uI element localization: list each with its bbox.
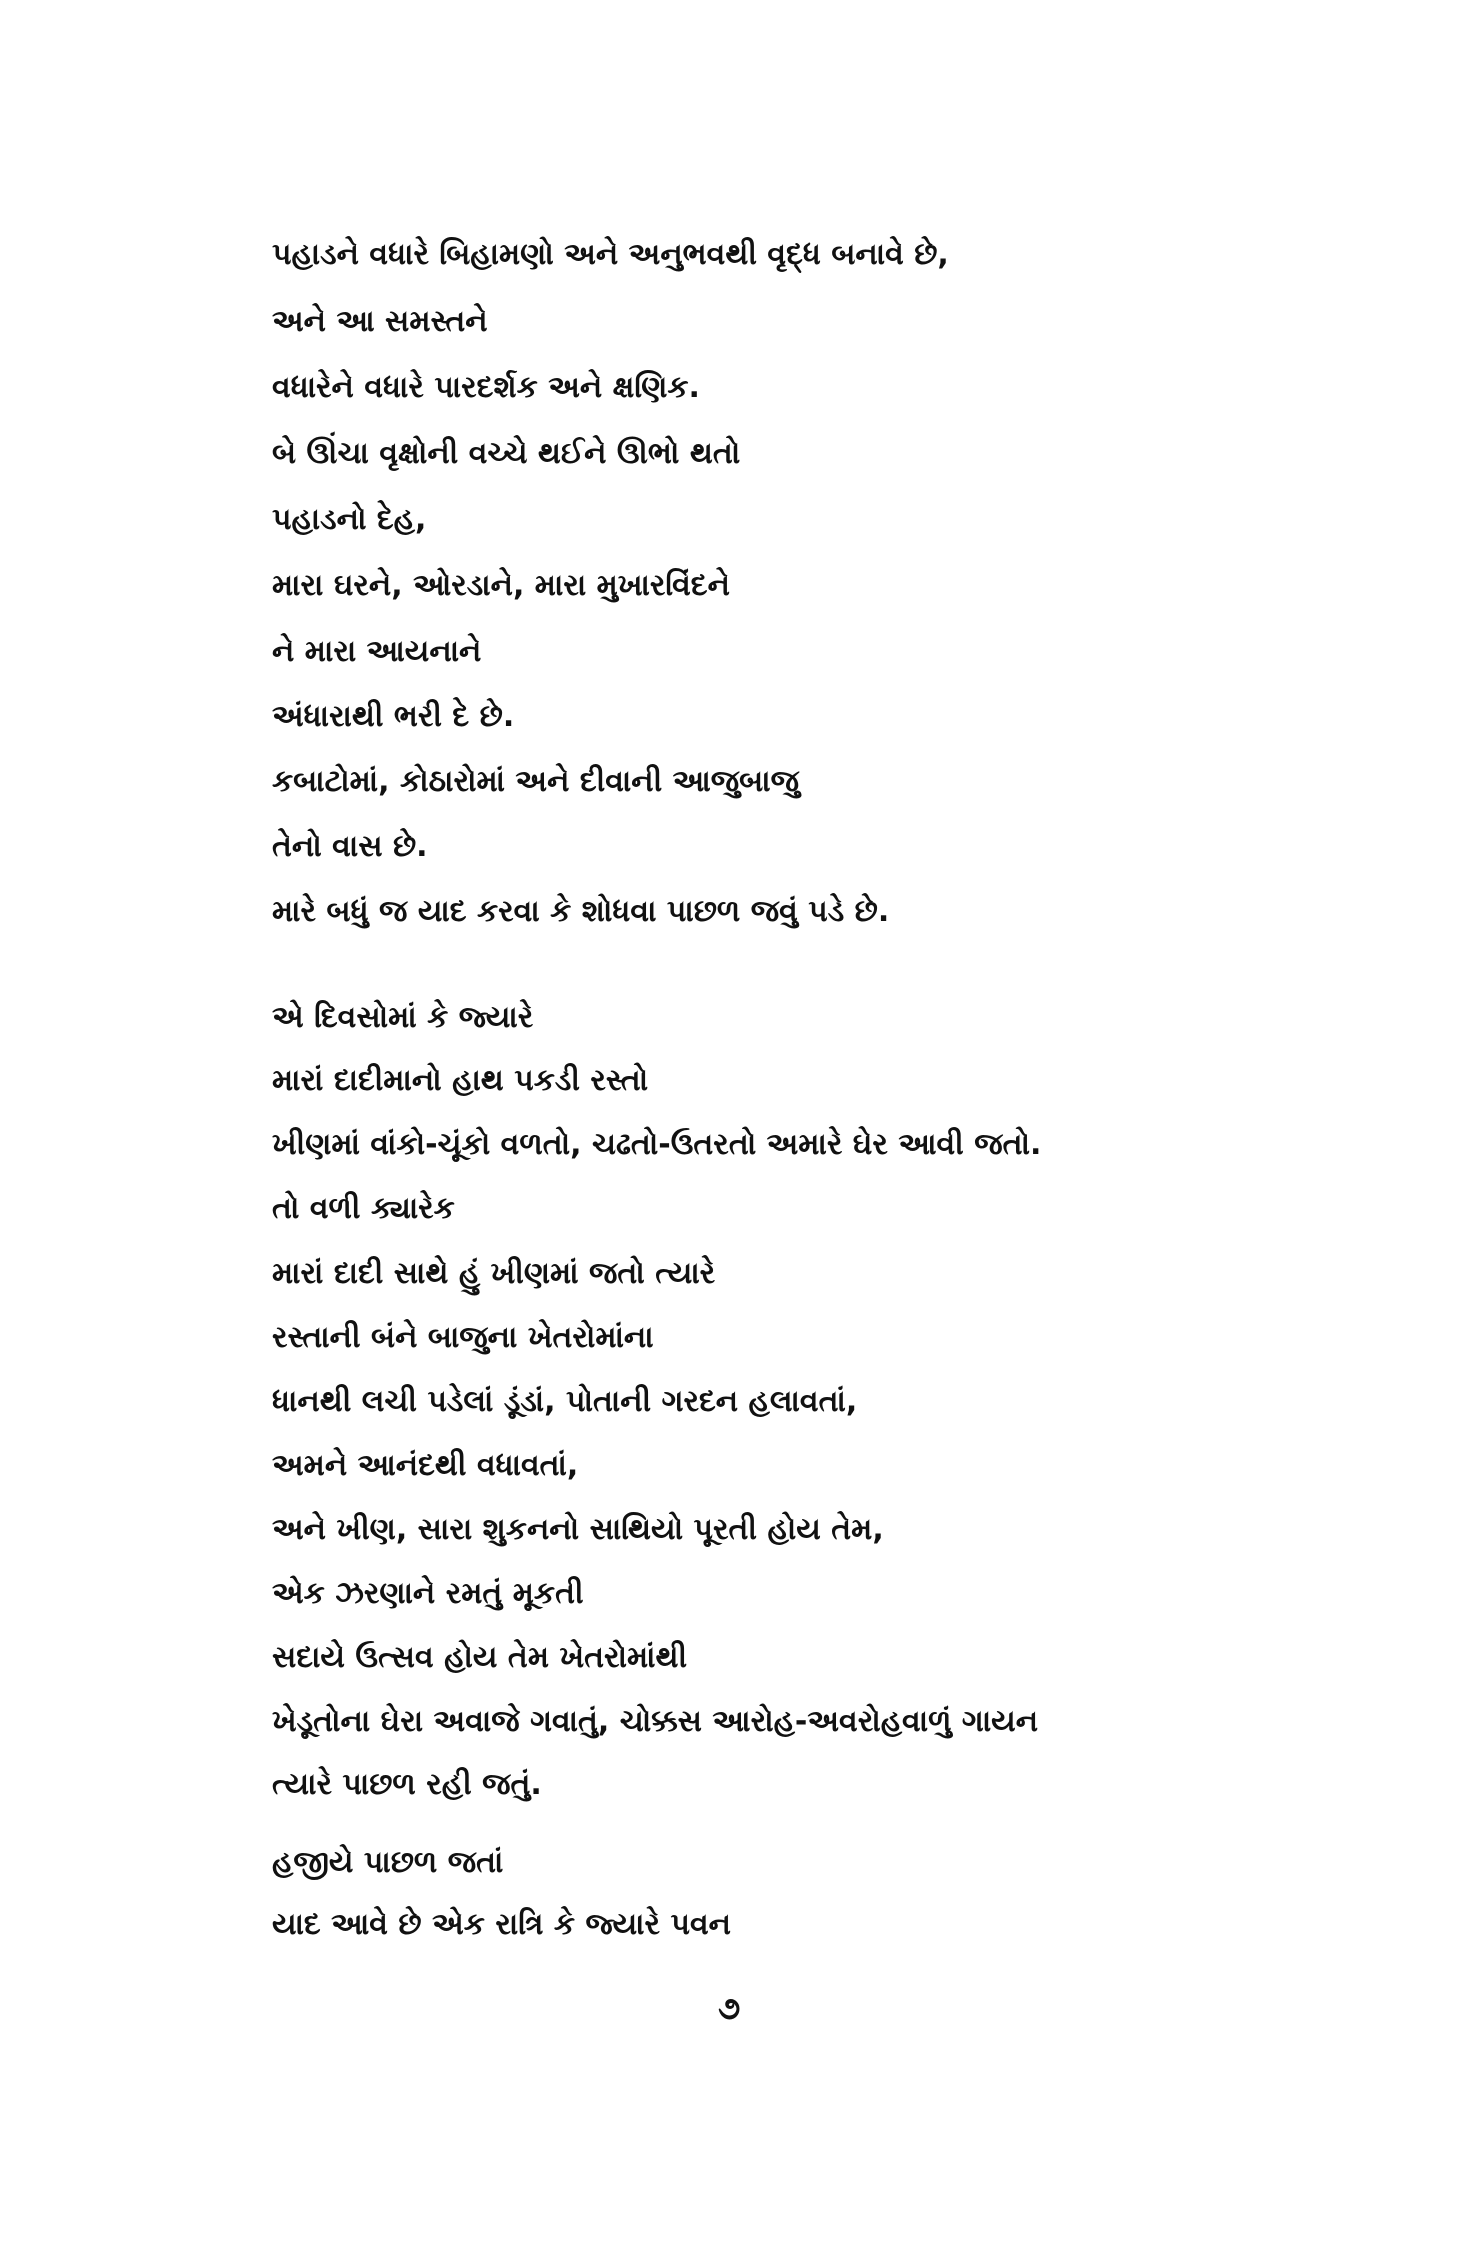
poem-line: ત્યારે પાછળ રહી જતું.	[272, 1767, 542, 1802]
poem-line: અને આ સમસ્તને	[272, 304, 488, 339]
poem-line: ધાનથી લચી પડેલાં ડૂંડાં, પોતાની ગરદન હલાવતાં,	[272, 1384, 858, 1419]
poem-line: ને મારા આયનાને	[272, 634, 482, 669]
poem-line: હજીયે પાછળ જતાં	[272, 1845, 504, 1880]
poem-line: અમને આનંદથી વધાવતાં,	[272, 1448, 579, 1483]
poem-line: મારે બધું જ યાદ કરવા કે શોધવા પાછળ જવું પડે છે.	[272, 894, 890, 929]
poem-line: એક ઝરણાને રમતું મૂકતી	[272, 1576, 584, 1611]
poem-line: ખીણમાં વાંકો-ચૂંકો વળતો, ચઢતો-ઉતરતો અમારે ઘેર આવી જતો.	[272, 1127, 1042, 1162]
poem-line: પહાડને વધારે બિહામણો અને અનુભવથી વૃદ્ધ બનાવે છે,	[272, 237, 949, 272]
poem-line: અને ખીણ, સારા શુકનનો સાથિયો પૂરતી હોય તેમ,	[272, 1512, 884, 1547]
poem-line: રસ્તાની બંને બાજુના ખેતરોમાંના	[272, 1320, 654, 1355]
poem-line: સદાયે ઉત્સવ હોય તેમ ખેતરોમાંથી	[272, 1640, 688, 1675]
poem-line: તેનો વાસ છે.	[272, 829, 428, 864]
poem-line: અંધારાથી ભરી દે છે.	[272, 699, 515, 734]
poem-line: મારાં દાદીમાનો હાથ પકડી રસ્તો	[272, 1063, 649, 1098]
poem-line: યાદ આવે છે એક રાત્રિ કે જ્યારે પવન	[272, 1907, 731, 1942]
poem-line: કબાટોમાં, કોઠારોમાં અને દીવાની આજુબાજુ	[272, 764, 799, 799]
poem-line: એ દિવસોમાં કે જ્યારે	[272, 1000, 534, 1035]
poem-line: પહાડનો દેહ,	[272, 502, 427, 537]
poem-line: બે ઊંચા વૃક્ષોની વચ્ચે થઈને ઊભો થતો	[272, 436, 741, 471]
page-number: ૭	[718, 1989, 741, 2027]
poem-line: તો વળી ક્યારેક	[272, 1191, 455, 1226]
poem-line: ખેડૂતોના ઘેરા અવાજે ગવાતું, ચોક્કસ આરોહ-અવરોહવાળું ગાયન	[272, 1704, 1039, 1739]
poem-line: વધારેને વધારે પારદર્શક અને ક્ષણિક.	[272, 370, 700, 405]
poem-line: મારાં દાદી સાથે હું ખીણમાં જતો ત્યારે	[272, 1256, 716, 1291]
poem-line: મારા ઘરને, ઓરડાને, મારા મુખારવિંદને	[272, 568, 730, 603]
